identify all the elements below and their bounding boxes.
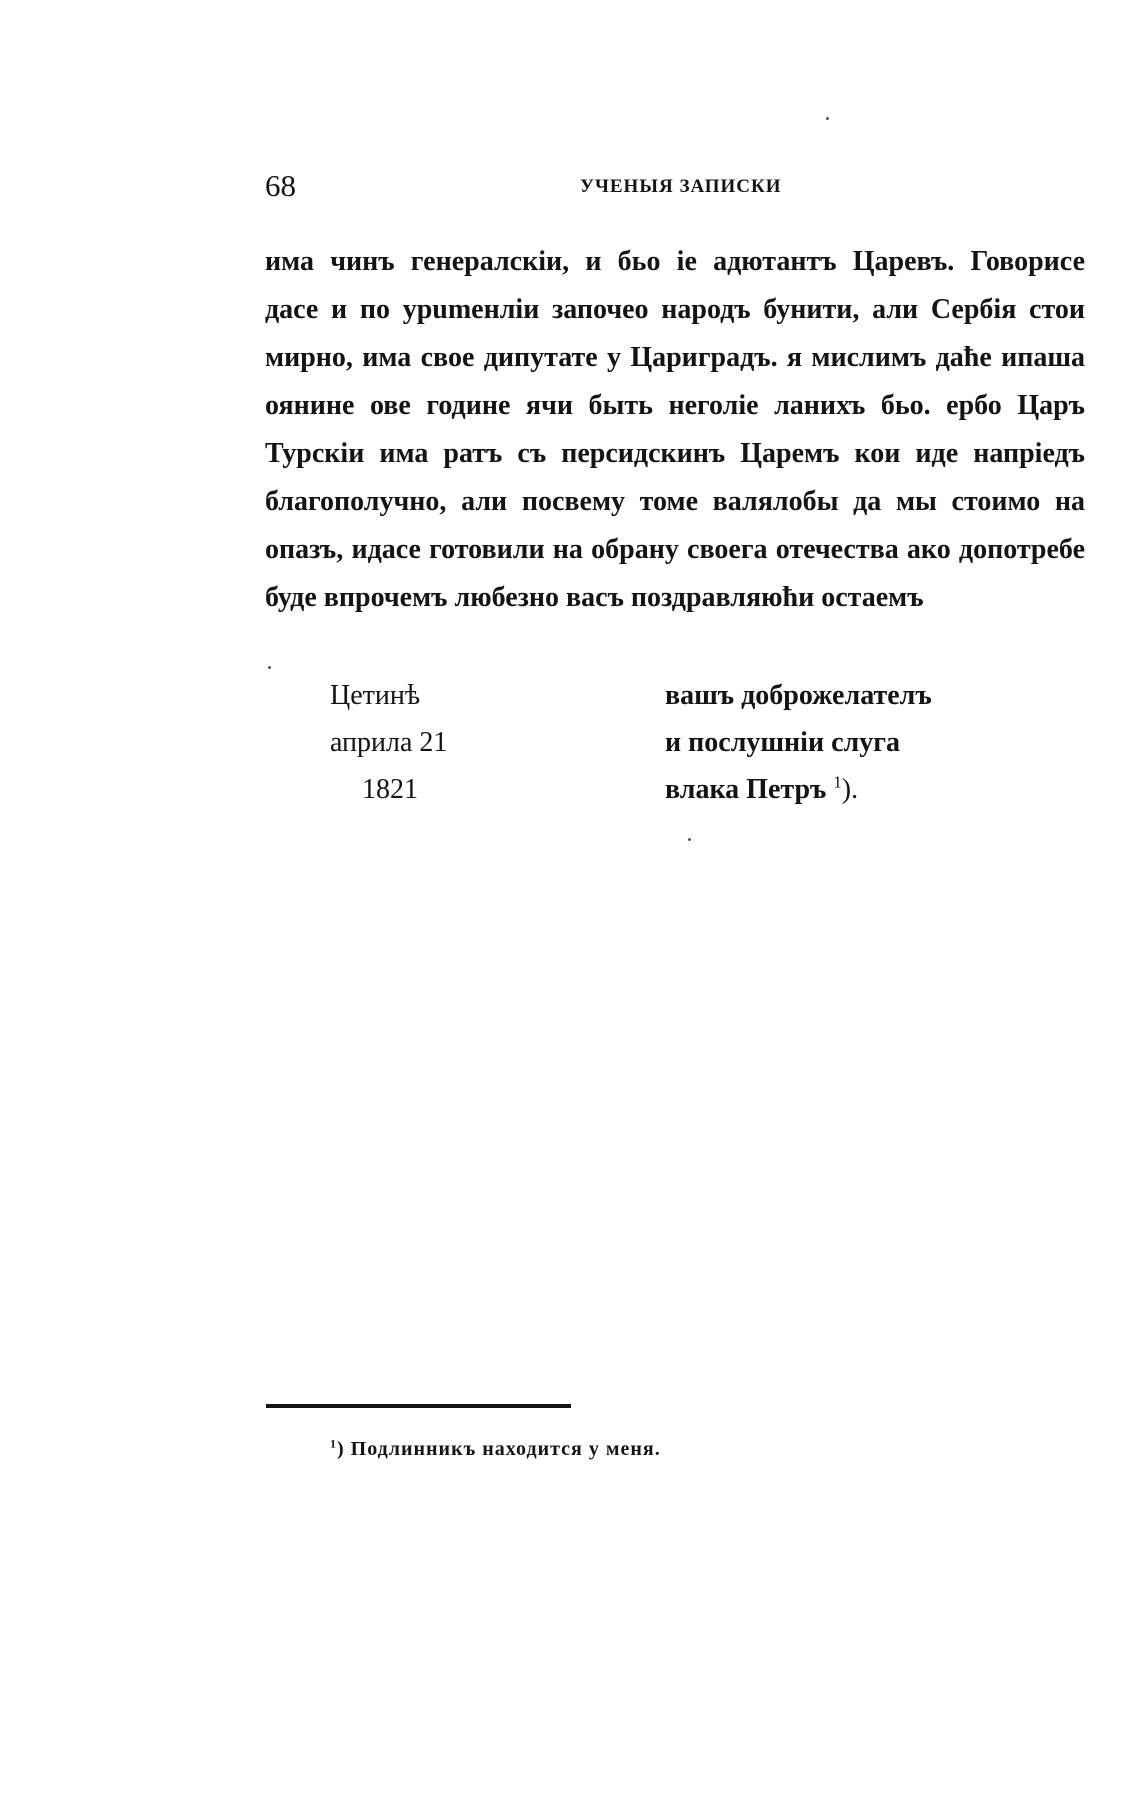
footnote-reference: 1 (833, 772, 842, 792)
body-line: благополучно, али посвему томе валялобы да мы стоимо на (265, 486, 1085, 517)
letter-body (265, 238, 1085, 622)
valediction-line: и послушніи слуга (665, 727, 900, 758)
print-speck (826, 117, 829, 120)
footnote-text: Подлинникъ находится у меня. (350, 1438, 661, 1460)
place: Цетинѣ (330, 680, 421, 711)
running-head (265, 168, 1075, 208)
running-title: УЧЕНЫЯ ЗАПИСКИ (580, 176, 782, 197)
print-speck (268, 666, 271, 669)
body-line: дасе и по урumенліи започео народъ бунити, али Сербія стои (265, 294, 1085, 325)
footnote-divider (266, 1404, 571, 1408)
page-number: 68 (265, 168, 296, 203)
body-line: има чинъ генералскіи, и бьо іе адютантъ Царевъ. Говорисе (265, 246, 1085, 277)
signature-end: ). (841, 774, 859, 805)
footnote-bracket: ) (337, 1438, 345, 1460)
body-line: Турскіи има ратъ съ персидскинъ Царемъ кои иде напріедъ (265, 438, 1085, 469)
date: априла 21 (330, 727, 448, 758)
year: 1821 (362, 774, 418, 805)
footnote-marker: 1 (330, 1436, 337, 1451)
signature-name: влака Петръ (665, 774, 827, 805)
body-line: оянине ове године ячи быть неголіе ланихъ бьо. ербо Царъ (265, 390, 1085, 421)
signature-block (665, 672, 932, 813)
letter-closing (265, 672, 965, 842)
body-line: мирно, има свое дипутате у Цариградъ. я мислимъ даħе ипаша (265, 342, 1085, 373)
valediction-line: вашъ доброжелателъ (665, 680, 932, 711)
signature-line (665, 766, 932, 813)
footnote (330, 1438, 661, 1461)
place-and-date (330, 672, 447, 813)
body-line: буде впрочемъ любезно васъ поздравляюħи остаемъ (265, 582, 924, 613)
body-line: опазъ, идасе готовили на обрану своега отечества ако допотребе (265, 534, 1085, 565)
